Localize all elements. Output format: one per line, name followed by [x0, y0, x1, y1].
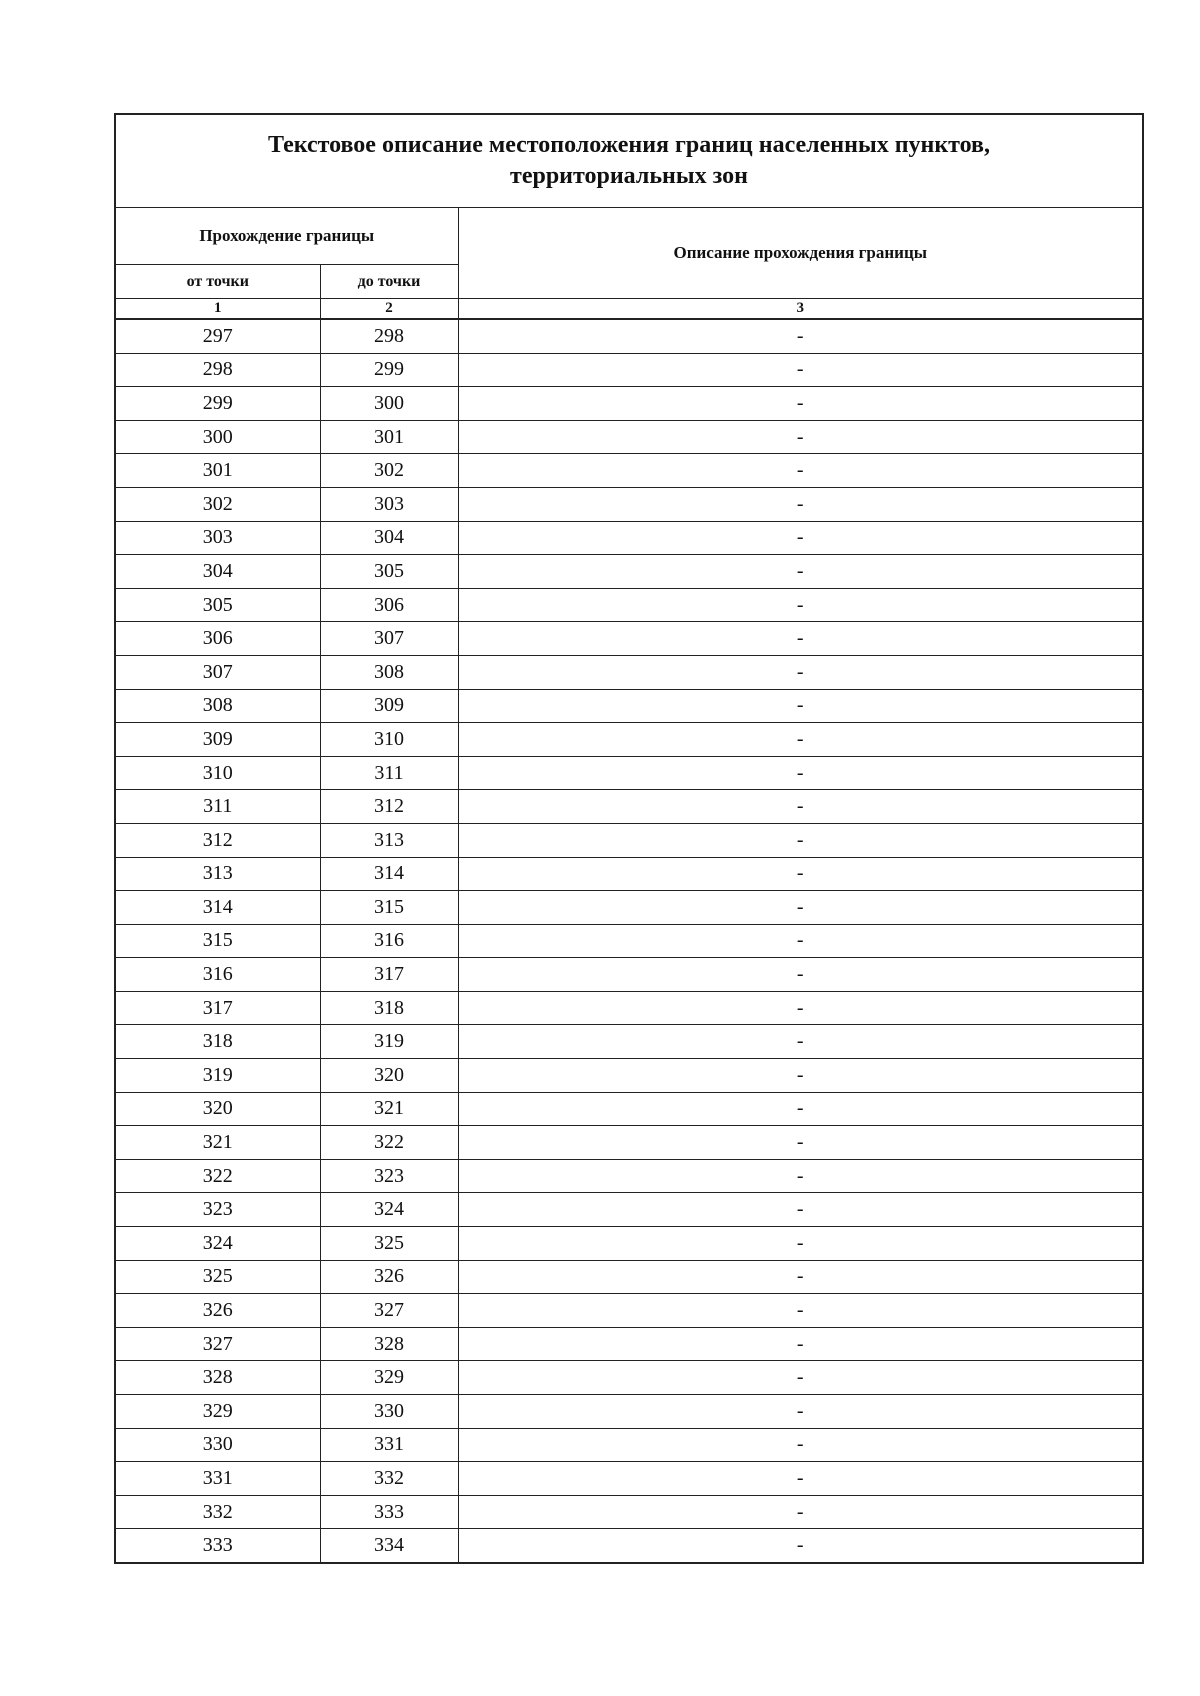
- table-row: [115, 521, 1143, 555]
- description-cell: -: [458, 1495, 1143, 1529]
- table-row: [115, 1159, 1143, 1193]
- to-point-cell: 313: [320, 823, 458, 857]
- boundary-table: [114, 113, 1144, 1564]
- table-row: [115, 1529, 1143, 1563]
- from-point-cell: 320: [115, 1092, 320, 1126]
- column-number: 1: [115, 299, 320, 320]
- table-row: [115, 555, 1143, 589]
- description-cell: -: [458, 387, 1143, 421]
- table-row: [115, 487, 1143, 521]
- table-row: [115, 991, 1143, 1025]
- description-cell: -: [458, 924, 1143, 958]
- description-cell: -: [458, 1428, 1143, 1462]
- description-cell: -: [458, 857, 1143, 891]
- table-row: [115, 387, 1143, 421]
- description-cell: -: [458, 555, 1143, 589]
- table-row: [115, 689, 1143, 723]
- description-cell: -: [458, 1092, 1143, 1126]
- from-point-cell: 311: [115, 790, 320, 824]
- from-point-cell: 310: [115, 756, 320, 790]
- from-point-cell: 302: [115, 487, 320, 521]
- header-row-group: [115, 208, 1143, 265]
- from-point-cell: 297: [115, 319, 320, 353]
- description-cell: -: [458, 622, 1143, 656]
- table-row: [115, 1025, 1143, 1059]
- description-cell: -: [458, 1327, 1143, 1361]
- table-body: [115, 319, 1143, 1563]
- to-point-cell: 300: [320, 387, 458, 421]
- to-point-cell: 302: [320, 454, 458, 488]
- description-cell: -: [458, 1294, 1143, 1328]
- table-row: [115, 1495, 1143, 1529]
- description-cell: -: [458, 454, 1143, 488]
- from-point-cell: 319: [115, 1059, 320, 1093]
- to-point-cell: 309: [320, 689, 458, 723]
- from-point-cell: 331: [115, 1462, 320, 1496]
- table-row: [115, 454, 1143, 488]
- description-cell: -: [458, 1260, 1143, 1294]
- from-point-cell: 300: [115, 420, 320, 454]
- table-row: [115, 924, 1143, 958]
- table-row: [115, 353, 1143, 387]
- to-point-cell: 315: [320, 891, 458, 925]
- to-point-cell: 328: [320, 1327, 458, 1361]
- description-cell: -: [458, 319, 1143, 353]
- to-point-cell: 324: [320, 1193, 458, 1227]
- description-cell: -: [458, 756, 1143, 790]
- table-title: [115, 114, 1143, 208]
- to-point-cell: 320: [320, 1059, 458, 1093]
- column-number: 3: [458, 299, 1143, 320]
- to-point-cell: 298: [320, 319, 458, 353]
- description-cell: -: [458, 790, 1143, 824]
- from-point-cell: 322: [115, 1159, 320, 1193]
- table-row: [115, 1361, 1143, 1395]
- table-row: [115, 891, 1143, 925]
- description-cell: -: [458, 991, 1143, 1025]
- table-row: [115, 588, 1143, 622]
- table-row: [115, 1059, 1143, 1093]
- from-point-cell: 328: [115, 1361, 320, 1395]
- table-row: [115, 1126, 1143, 1160]
- header-description: Описание прохождения границы: [458, 208, 1143, 299]
- from-point-cell: 323: [115, 1193, 320, 1227]
- from-point-cell: 324: [115, 1227, 320, 1261]
- table-row: [115, 823, 1143, 857]
- to-point-cell: 314: [320, 857, 458, 891]
- to-point-cell: 311: [320, 756, 458, 790]
- from-point-cell: 304: [115, 555, 320, 589]
- to-point-cell: 327: [320, 1294, 458, 1328]
- description-cell: -: [458, 1462, 1143, 1496]
- description-cell: -: [458, 1025, 1143, 1059]
- table-row: [115, 1428, 1143, 1462]
- to-point-cell: 334: [320, 1529, 458, 1563]
- from-point-cell: 330: [115, 1428, 320, 1462]
- description-cell: -: [458, 588, 1143, 622]
- table-row: [115, 1260, 1143, 1294]
- description-cell: -: [458, 823, 1143, 857]
- from-point-cell: 318: [115, 1025, 320, 1059]
- to-point-cell: 304: [320, 521, 458, 555]
- to-point-cell: 322: [320, 1126, 458, 1160]
- description-cell: -: [458, 487, 1143, 521]
- to-point-cell: 330: [320, 1395, 458, 1429]
- description-cell: -: [458, 1193, 1143, 1227]
- description-cell: -: [458, 723, 1143, 757]
- table-row: [115, 857, 1143, 891]
- header-from-point: от точки: [115, 265, 320, 299]
- to-point-cell: 312: [320, 790, 458, 824]
- description-cell: -: [458, 689, 1143, 723]
- table-row: [115, 1327, 1143, 1361]
- from-point-cell: 316: [115, 958, 320, 992]
- to-point-cell: 329: [320, 1361, 458, 1395]
- description-cell: -: [458, 1361, 1143, 1395]
- to-point-cell: 332: [320, 1462, 458, 1496]
- description-cell: -: [458, 655, 1143, 689]
- description-cell: -: [458, 1159, 1143, 1193]
- from-point-cell: 301: [115, 454, 320, 488]
- table-row: [115, 319, 1143, 353]
- to-point-cell: 307: [320, 622, 458, 656]
- table-row: [115, 1462, 1143, 1496]
- from-point-cell: 307: [115, 655, 320, 689]
- description-cell: -: [458, 958, 1143, 992]
- title-line-1: Текстовое описание местоположения границ населенных пунктов,: [267, 132, 991, 158]
- from-point-cell: 325: [115, 1260, 320, 1294]
- from-point-cell: 326: [115, 1294, 320, 1328]
- from-point-cell: 321: [115, 1126, 320, 1160]
- to-point-cell: 321: [320, 1092, 458, 1126]
- description-cell: -: [458, 521, 1143, 555]
- table-row: [115, 1395, 1143, 1429]
- from-point-cell: 303: [115, 521, 320, 555]
- title-row: [115, 114, 1143, 208]
- to-point-cell: 325: [320, 1227, 458, 1261]
- to-point-cell: 316: [320, 924, 458, 958]
- table-row: [115, 1193, 1143, 1227]
- description-cell: -: [458, 1227, 1143, 1261]
- description-cell: -: [458, 1126, 1143, 1160]
- from-point-cell: 298: [115, 353, 320, 387]
- table-row: [115, 1227, 1143, 1261]
- to-point-cell: 303: [320, 487, 458, 521]
- to-point-cell: 306: [320, 588, 458, 622]
- document-sheet: [114, 113, 1144, 1564]
- table-row: [115, 756, 1143, 790]
- from-point-cell: 314: [115, 891, 320, 925]
- table-row: [115, 420, 1143, 454]
- to-point-cell: 323: [320, 1159, 458, 1193]
- to-point-cell: 308: [320, 655, 458, 689]
- to-point-cell: 305: [320, 555, 458, 589]
- from-point-cell: 306: [115, 622, 320, 656]
- to-point-cell: 326: [320, 1260, 458, 1294]
- to-point-cell: 310: [320, 723, 458, 757]
- header-boundary-passage: Прохождение границы: [115, 208, 458, 265]
- column-number-row: [115, 299, 1143, 320]
- table-row: [115, 1294, 1143, 1328]
- table-row: [115, 790, 1143, 824]
- table-row: [115, 1092, 1143, 1126]
- to-point-cell: 318: [320, 991, 458, 1025]
- from-point-cell: 308: [115, 689, 320, 723]
- from-point-cell: 312: [115, 823, 320, 857]
- to-point-cell: 317: [320, 958, 458, 992]
- header-to-point: до точки: [320, 265, 458, 299]
- to-point-cell: 299: [320, 353, 458, 387]
- from-point-cell: 327: [115, 1327, 320, 1361]
- from-point-cell: 333: [115, 1529, 320, 1563]
- from-point-cell: 305: [115, 588, 320, 622]
- description-cell: -: [458, 1059, 1143, 1093]
- to-point-cell: 319: [320, 1025, 458, 1059]
- table-row: [115, 622, 1143, 656]
- from-point-cell: 299: [115, 387, 320, 421]
- from-point-cell: 315: [115, 924, 320, 958]
- from-point-cell: 313: [115, 857, 320, 891]
- description-cell: -: [458, 891, 1143, 925]
- description-cell: -: [458, 1395, 1143, 1429]
- table-row: [115, 655, 1143, 689]
- description-cell: -: [458, 353, 1143, 387]
- description-cell: -: [458, 420, 1143, 454]
- title-line-2: территориальных зон: [510, 163, 748, 189]
- description-cell: -: [458, 1529, 1143, 1563]
- to-point-cell: 301: [320, 420, 458, 454]
- to-point-cell: 333: [320, 1495, 458, 1529]
- column-number: 2: [320, 299, 458, 320]
- from-point-cell: 317: [115, 991, 320, 1025]
- table-row: [115, 723, 1143, 757]
- from-point-cell: 309: [115, 723, 320, 757]
- from-point-cell: 332: [115, 1495, 320, 1529]
- from-point-cell: 329: [115, 1395, 320, 1429]
- table-row: [115, 958, 1143, 992]
- to-point-cell: 331: [320, 1428, 458, 1462]
